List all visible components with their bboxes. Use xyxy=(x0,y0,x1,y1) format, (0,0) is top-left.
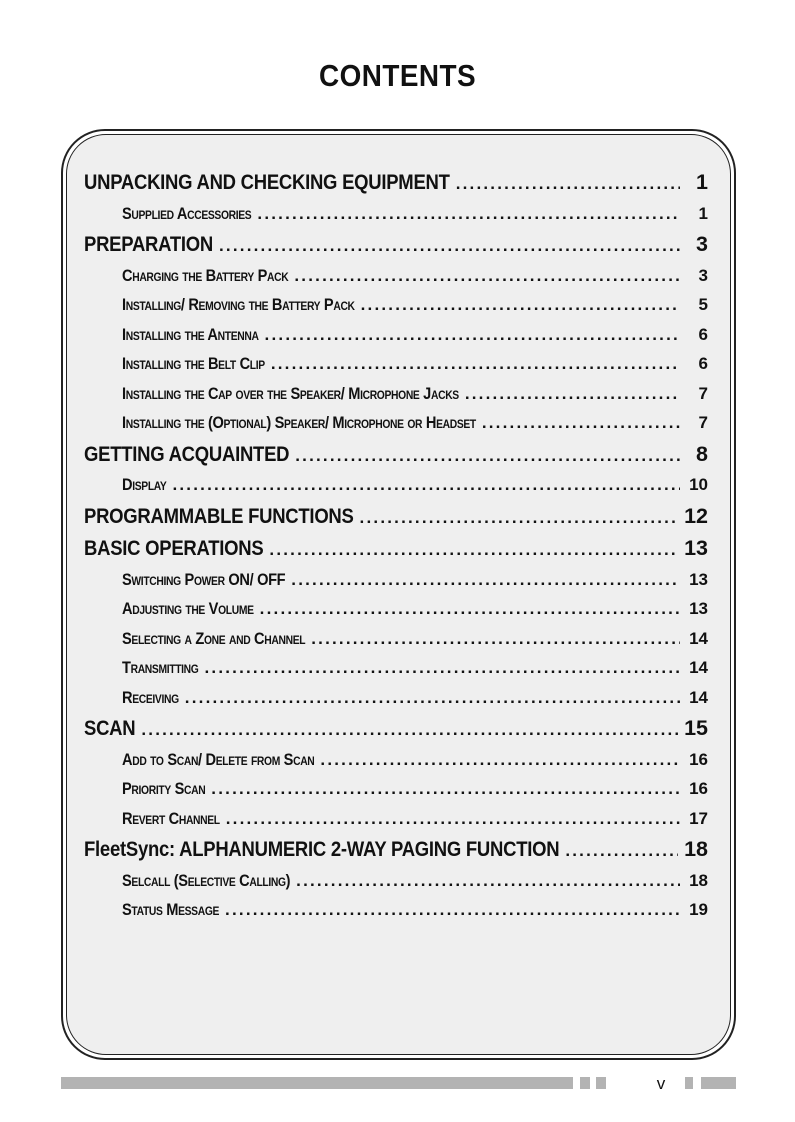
toc-entry-page: 7 xyxy=(698,383,708,403)
toc-dot-leader xyxy=(172,470,680,500)
toc-entry-label: Add to Scan/ Delete from Scan xyxy=(122,749,315,769)
toc-entry-page: 8 xyxy=(696,441,708,466)
toc-entry-label: Installing the Cap over the Speaker/ Microphone Jacks xyxy=(122,383,459,403)
toc-entry-label: UNPACKING AND CHECKING EQUIPMENT xyxy=(84,170,450,194)
toc-section-entry xyxy=(84,500,708,533)
toc-dot-leader xyxy=(211,774,680,804)
toc-entry-page: 18 xyxy=(684,837,708,861)
footer-bar-block xyxy=(685,1077,693,1089)
toc-dot-leader xyxy=(295,440,680,473)
toc-entry-page: 7 xyxy=(698,413,708,432)
toc-dot-leader xyxy=(204,653,680,683)
toc-entry-page: 12 xyxy=(684,503,708,528)
toc-dot-leader xyxy=(265,320,680,350)
toc-entry-page: 14 xyxy=(689,687,708,707)
toc-dot-leader xyxy=(291,565,680,595)
toc-entry-page: 15 xyxy=(684,716,708,740)
toc-entry-page: 10 xyxy=(689,475,708,494)
toc-subsection-entry xyxy=(84,866,708,896)
toc-entry-page: 17 xyxy=(689,808,708,828)
toc-dot-leader xyxy=(225,895,680,925)
toc-dot-leader xyxy=(185,683,680,713)
toc-entry-label: Priority Scan xyxy=(122,779,206,798)
toc-section-entry xyxy=(84,712,708,745)
toc-entry-page: 6 xyxy=(698,354,708,373)
toc-dot-leader xyxy=(219,230,680,263)
toc-subsection-entry xyxy=(84,470,708,500)
toc-entry-label: Display xyxy=(122,475,167,494)
toc-dot-leader xyxy=(360,502,679,535)
toc-dot-leader xyxy=(294,261,680,291)
toc-entry-label: BASIC OPERATIONS xyxy=(84,536,264,560)
page-title: CONTENTS xyxy=(318,58,477,93)
toc-entry-label: Receiving xyxy=(122,687,179,707)
toc-dot-leader xyxy=(257,199,680,229)
toc-entry-page: 1 xyxy=(698,203,708,223)
toc-dot-leader xyxy=(482,408,680,438)
toc-dot-leader xyxy=(465,379,680,409)
toc-dot-leader xyxy=(269,534,678,567)
toc-entry-page: 1 xyxy=(696,170,708,194)
toc-subsection-entry xyxy=(84,565,708,595)
toc-dot-leader xyxy=(296,866,680,896)
toc-subsection-entry xyxy=(84,653,708,683)
toc-dot-leader xyxy=(271,349,680,379)
toc-entry-page: 5 xyxy=(698,295,708,314)
toc-entry-label: PROGRAMMABLE FUNCTIONS xyxy=(84,503,354,528)
toc-entry-page: 14 xyxy=(689,658,708,677)
toc-entry-page: 6 xyxy=(698,324,708,344)
toc-section-entry xyxy=(84,532,708,565)
toc-entry-label: SCAN xyxy=(84,716,136,740)
footer-bar-left xyxy=(61,1077,573,1089)
table-of-contents xyxy=(84,166,708,925)
toc-entry-label: Installing the Antenna xyxy=(122,324,259,344)
toc-entry-label: Installing/ Removing the Battery Pack xyxy=(122,295,355,314)
toc-entry-page: 13 xyxy=(684,536,708,560)
toc-dot-leader xyxy=(311,624,680,654)
toc-entry-page: 3 xyxy=(696,232,708,256)
toc-entry-page: 18 xyxy=(689,870,708,890)
footer-bar-block xyxy=(580,1077,590,1089)
toc-subsection-entry xyxy=(84,320,708,350)
toc-entry-label: Revert Channel xyxy=(122,808,220,828)
toc-subsection-entry xyxy=(84,624,708,654)
toc-subsection-entry xyxy=(84,349,708,379)
toc-entry-label: Installing the Belt Clip xyxy=(122,354,265,373)
footer-bar-right xyxy=(701,1077,736,1089)
toc-entry-page: 13 xyxy=(689,599,708,618)
toc-subsection-entry xyxy=(84,379,708,409)
toc-dot-leader xyxy=(226,804,680,834)
toc-section-entry xyxy=(84,166,708,199)
toc-entry-page: 16 xyxy=(689,779,708,798)
toc-entry-label: Installing the (Optional) Speaker/ Microphone or Headset xyxy=(122,413,476,432)
toc-section-entry xyxy=(84,228,708,261)
toc-entry-page: 16 xyxy=(689,749,708,769)
toc-entry-label: Transmitting xyxy=(122,658,199,677)
toc-subsection-entry xyxy=(84,683,708,713)
toc-subsection-entry xyxy=(84,261,708,291)
toc-entry-label: FleetSync: ALPHANUMERIC 2-WAY PAGING FUNCTION xyxy=(84,837,560,861)
toc-subsection-entry xyxy=(84,290,708,320)
toc-entry-label: Switching Power ON/ OFF xyxy=(122,569,286,589)
footer-bar-block xyxy=(596,1077,606,1089)
toc-entry-page: 14 xyxy=(689,628,708,648)
toc-entry-label: Status Message xyxy=(122,900,220,919)
toc-dot-leader xyxy=(260,594,680,624)
toc-entry-page: 13 xyxy=(689,569,708,589)
toc-subsection-entry xyxy=(84,895,708,925)
toc-subsection-entry xyxy=(84,774,708,804)
toc-entry-label: Adjusting the Volume xyxy=(122,599,254,618)
toc-entry-label: GETTING ACQUAINTED xyxy=(84,441,290,466)
toc-subsection-entry xyxy=(84,408,708,438)
toc-subsection-entry xyxy=(84,594,708,624)
toc-entry-label: PREPARATION xyxy=(84,232,213,256)
toc-entry-label: Selcall (Selective Calling) xyxy=(122,870,291,890)
toc-dot-leader xyxy=(361,290,680,320)
toc-subsection-entry xyxy=(84,804,708,834)
toc-subsection-entry xyxy=(84,199,708,229)
toc-dot-leader xyxy=(320,745,680,775)
toc-entry-label: Charging the Battery Pack xyxy=(122,265,289,285)
toc-dot-leader xyxy=(141,714,678,747)
toc-entry-page: 19 xyxy=(689,900,708,919)
toc-section-entry xyxy=(84,438,708,471)
toc-dot-leader xyxy=(565,835,678,868)
footer-page-number: v xyxy=(656,1074,666,1093)
toc-dot-leader xyxy=(456,168,680,201)
toc-subsection-entry xyxy=(84,745,708,775)
toc-entry-page: 3 xyxy=(698,265,708,285)
toc-section-entry xyxy=(84,833,708,866)
toc-entry-label: Selecting a Zone and Channel xyxy=(122,628,306,648)
toc-entry-label: Supplied Accessories xyxy=(122,203,252,223)
